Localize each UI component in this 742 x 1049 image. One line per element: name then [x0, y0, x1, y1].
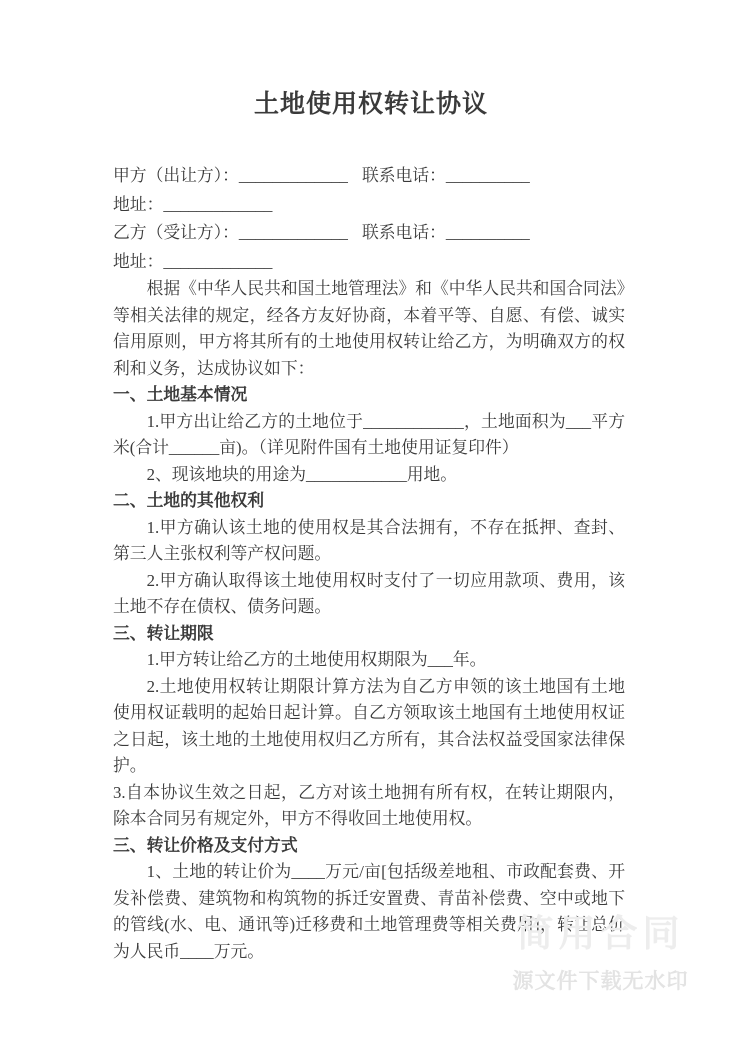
- section-2-heading: 二、土地的其他权利: [113, 491, 265, 510]
- section-3-item-2: 2.土地使用权转让期限计算方法为自乙方申领的该土地国有土地使用权证载明的起始日起计算。自乙方领取该土地国有土地使用权证之日起，该土地的土地使用权归乙方所有，其合法权益受国家法律保护。: [113, 676, 625, 775]
- party-a-phone: 联系电话：__________: [361, 166, 530, 185]
- party-a-label: 甲方（出让方）：_____________: [113, 166, 348, 185]
- party-a-line: [113, 162, 625, 191]
- watermark-brand-text: 简用合同: [516, 913, 685, 954]
- party-b-label: 乙方（受让方）：_____________: [113, 223, 348, 242]
- document-body: [113, 162, 625, 965]
- section-3-heading: 三、转让期限: [113, 623, 214, 643]
- watermark-tagline-text: 源文件下载无水印: [512, 970, 689, 993]
- party-a-address: 地址：_____________: [113, 194, 273, 214]
- intro-paragraph: 根据《中华人民共和国土地管理法》和《中华人民共和国合同法》等相关法律的规定，经各方友好协商，本着平等、自愿、有偿、诚实信用原则，甲方将其所有的土地使用权转让给乙方，为明确双方的权利和义务，达成协议如下：: [113, 279, 625, 378]
- party-b-address: 地址：_____________: [113, 251, 273, 271]
- page-title: 土地使用权转让协议: [253, 91, 488, 118]
- section-3-item-1: 1.甲方转让给乙方的土地使用权期限为___年。: [146, 650, 487, 669]
- section-2-item-2: 2.甲方确认取得该土地使用权时支付了一切应用款项、费用，该土地不存在债权、债务问题。: [113, 570, 625, 616]
- section-1-item-1: 1.甲方出让给乙方的土地位于____________，土地面积为___平方米(合计______亩)。（详见附件国有土地使用证复印件）: [113, 411, 625, 457]
- section-4-item-1: 1、土地的转让价为____万元/亩[包括级差地租、市政配套费、开发补偿费、建筑物和构筑物的拆迁安置费、青苗补偿费、空中或地下的管线(水、电、通讯等)迁移费和土地管理费等相关费用]，转让总价为人民币____万元。: [113, 862, 625, 961]
- section-2-item-1: 1.甲方确认该土地的使用权是其合法拥有，不存在抵押、查封、第三人主张权利等产权问题。: [113, 517, 625, 563]
- party-b-line: [113, 219, 625, 248]
- section-4-heading: 三、转让价格及支付方式: [113, 835, 298, 855]
- section-3-item-3: 3.自本协议生效之日起，乙方对该土地拥有所有权，在转让期限内，除本合同另有规定外，甲方不得收回土地使用权。: [113, 782, 625, 828]
- section-1-item-2: 2、现该地块的用途为____________用地。: [146, 464, 458, 484]
- section-1-heading: 一、土地基本情况: [113, 385, 248, 404]
- party-b-phone: 联系电话：__________: [361, 223, 530, 242]
